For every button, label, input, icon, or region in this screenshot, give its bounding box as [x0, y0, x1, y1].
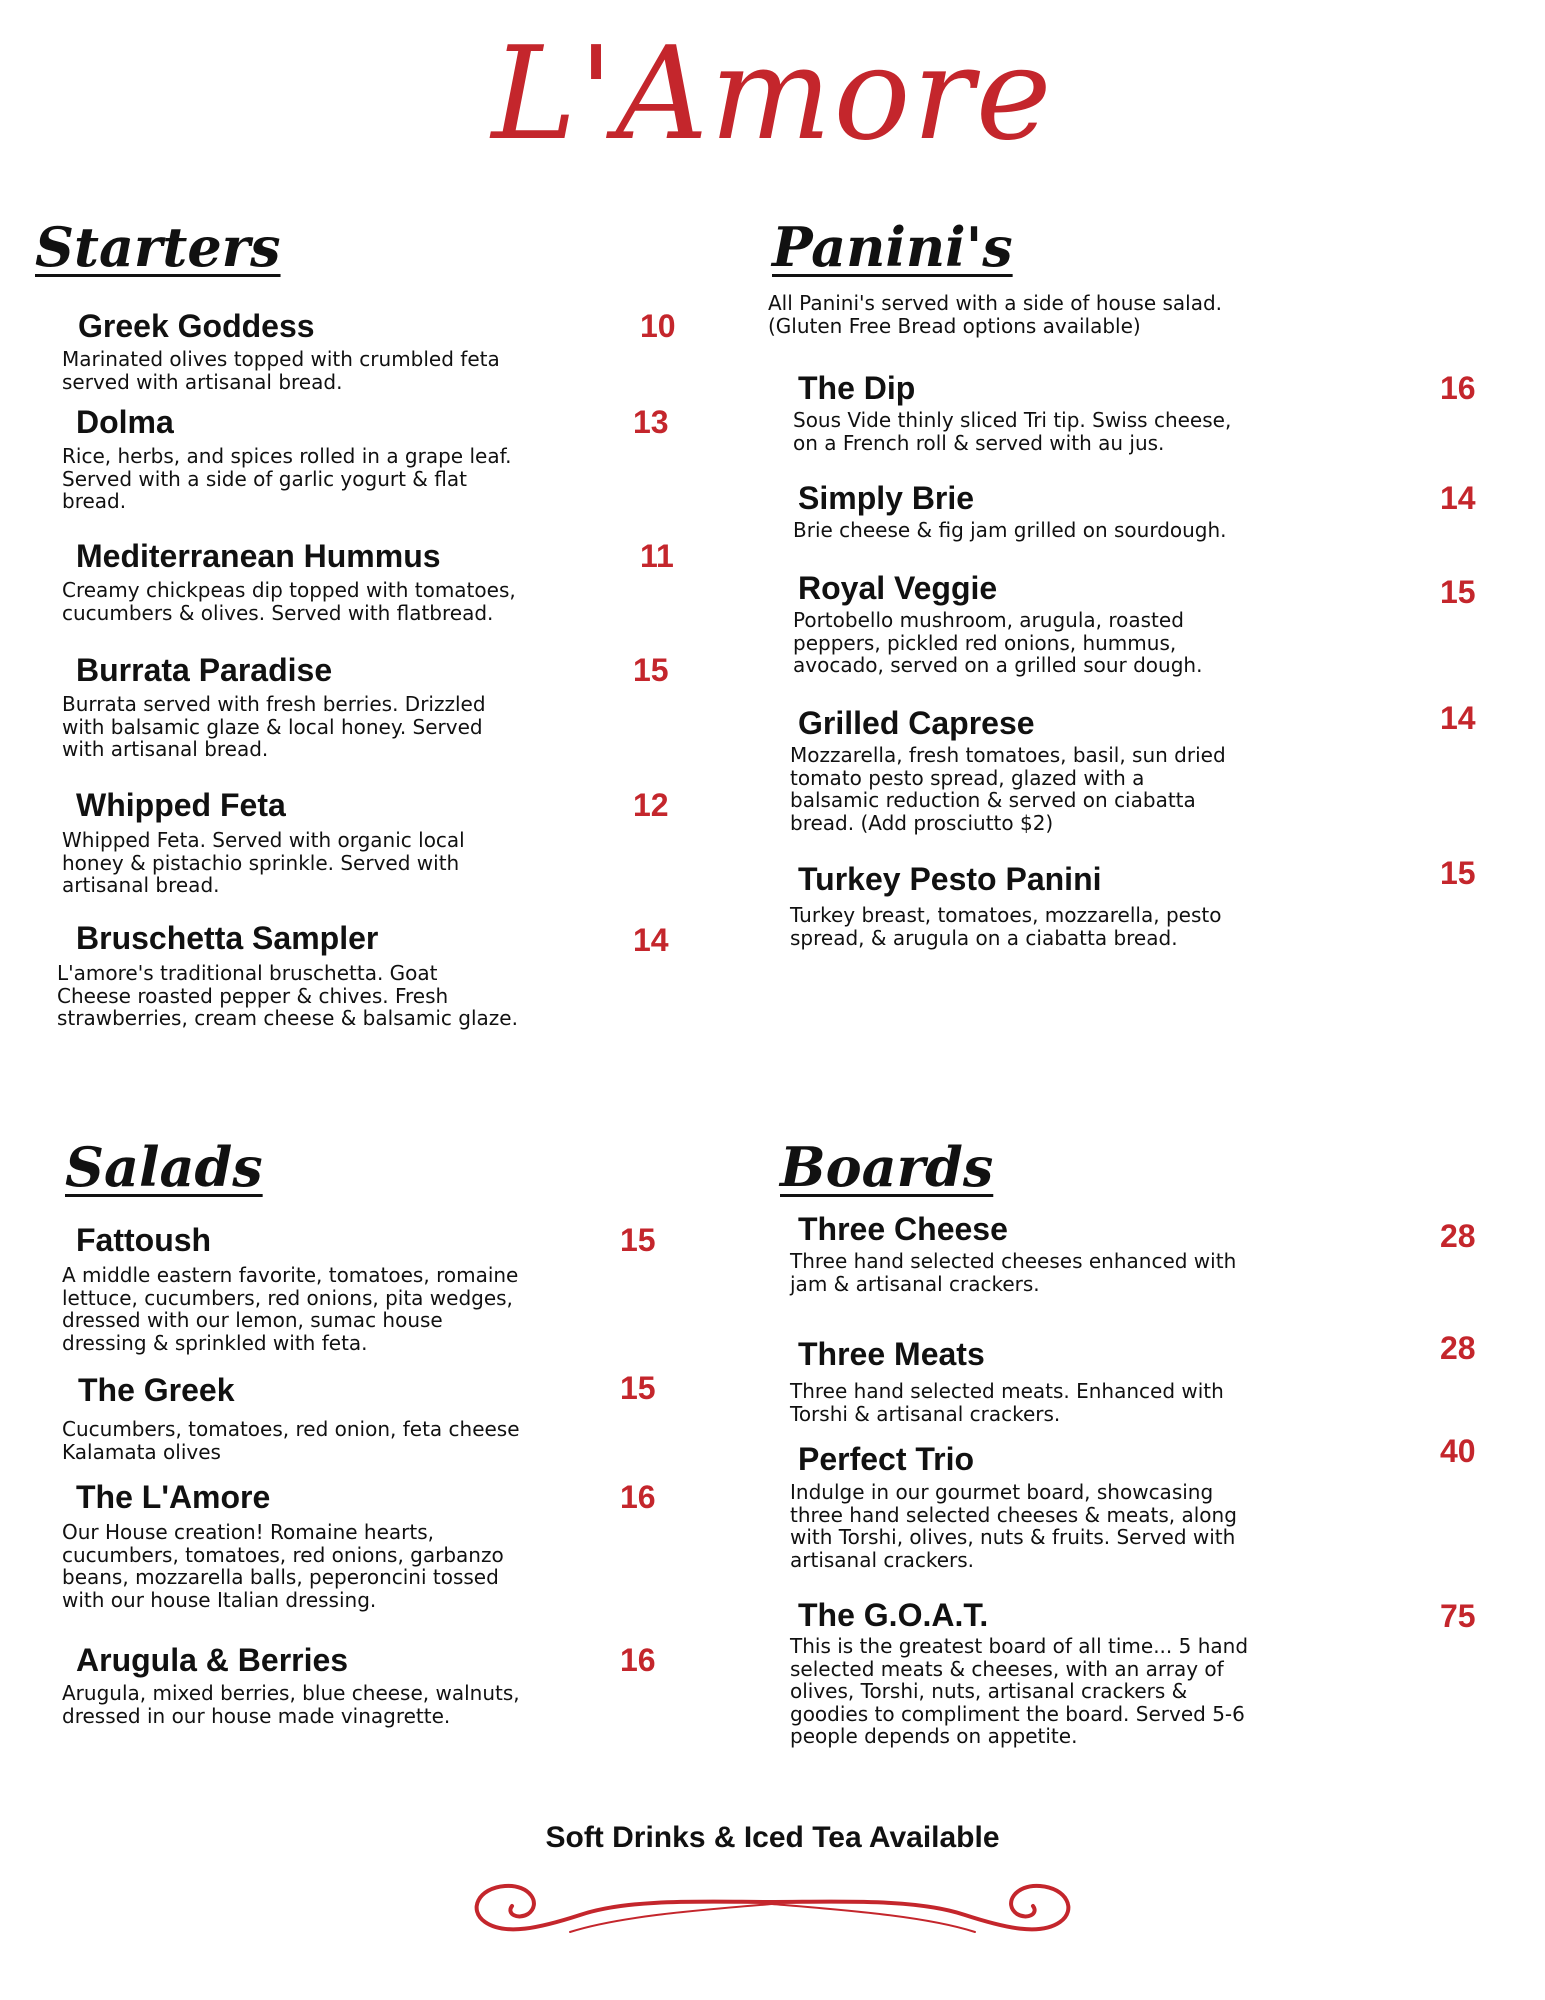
menu-item-name: Bruschetta Sampler [76, 920, 379, 956]
paninis-heading: Panini's [772, 215, 1013, 279]
paninis-note: All Panini's served with a side of house salad. (Gluten Free Bread options available) [768, 291, 1223, 338]
menu-item-description: This is the greatest board of all time... 5 hand selected meats & cheeses, with an array of olives, Torshi, nuts, artisanal crackers & goodies to compliment the board. Served 5-6 people depends on appetite. [790, 1634, 1249, 1748]
menu-item-price: 15 [1440, 855, 1476, 891]
menu-item-name: Grilled Caprese [798, 705, 1035, 741]
menu-item-description: Arugula, mixed berries, blue cheese, walnuts, dressed in our house made vinagrette. [62, 1681, 520, 1728]
menu-item-price: 16 [620, 1642, 656, 1678]
menu-item-description: Burrata served with fresh berries. Drizzled with balsamic glaze & local honey. Served with artisanal bread. [62, 692, 486, 761]
menu-item-price: 13 [633, 404, 669, 440]
menu-item-price: 16 [1440, 370, 1476, 406]
menu-item-name: Three Cheese [798, 1211, 1008, 1247]
menu-item-name: Turkey Pesto Panini [798, 861, 1102, 897]
menu-item-price: 11 [640, 538, 674, 574]
menu-item-description: Indulge in our gourmet board, showcasing three hand selected cheeses & meats, along with Torshi, olives, nuts & fruits. Served with artisanal crackers. [790, 1480, 1237, 1572]
menu-item-name: Greek Goddess [78, 308, 315, 344]
boards-heading: Boards [780, 1135, 994, 1199]
menu-item-description: A middle eastern favorite, tomatoes, romaine lettuce, cucumbers, red onions, pita wedges, dressed with our lemon, sumac house dressing & sprinkled with feta. [62, 1263, 519, 1355]
restaurant-title: L'Amore [491, 20, 1054, 169]
menu-item-name: Three Meats [798, 1336, 985, 1372]
menu-item-description: Three hand selected meats. Enhanced with Torshi & artisanal crackers. [790, 1379, 1224, 1426]
menu-item-name: The Greek [78, 1372, 235, 1408]
menu-item-name: Simply Brie [798, 480, 975, 516]
menu-item-price: 14 [633, 922, 669, 958]
menu-item-description: Cucumbers, tomatoes, red onion, feta cheese Kalamata olives [62, 1417, 520, 1464]
menu-item-name: Burrata Paradise [76, 652, 333, 688]
menu-item-price: 10 [640, 308, 676, 344]
drinks-note: Soft Drinks & Iced Tea Available [545, 1821, 1000, 1854]
menu-item-name: Royal Veggie [798, 570, 998, 606]
menu-item-name: The Dip [798, 370, 916, 406]
menu-item-price: 28 [1440, 1330, 1476, 1366]
menu-item-description: L'amore's traditional bruschetta. Goat Cheese roasted pepper & chives. Fresh strawberries, cream cheese & balsamic glaze. [57, 961, 518, 1030]
menu-item-name: The L'Amore [76, 1479, 271, 1515]
menu-item-price: 15 [620, 1370, 656, 1406]
menu-item-price: 15 [620, 1222, 656, 1258]
menu-item-name: The G.O.A.T. [798, 1597, 989, 1633]
menu-item-description: Whipped Feta. Served with organic local honey & pistachio sprinkle. Served with artisanal bread. [62, 828, 465, 897]
flourish-ornament [460, 1860, 1085, 1950]
menu-item-price: 12 [633, 787, 669, 823]
menu-item-name: Arugula & Berries [76, 1642, 349, 1678]
menu-item-description: Portobello mushroom, arugula, roasted peppers, pickled red onions, hummus, avocado, served on a grilled sour dough. [793, 608, 1203, 677]
menu-item-name: Dolma [76, 404, 174, 440]
menu-item-name: Perfect Trio [798, 1441, 975, 1477]
salads-heading: Salads [65, 1135, 263, 1199]
menu-item-price: 75 [1440, 1598, 1476, 1634]
menu-item-description: Turkey breast, tomatoes, mozzarella, pesto spread, & arugula on a ciabatta bread. [790, 903, 1222, 950]
menu-item-name: Mediterranean Hummus [76, 538, 441, 574]
menu-item-price: 40 [1440, 1433, 1476, 1469]
starters-heading: Starters [35, 215, 281, 279]
menu-item-description: Rice, herbs, and spices rolled in a grape leaf. Served with a side of garlic yogurt & flat bread. [62, 444, 512, 513]
menu-item-description: Our House creation! Romaine hearts, cucumbers, tomatoes, red onions, garbanzo beans, mozzarella balls, peperoncini tossed with our house Italian dressing. [62, 1520, 504, 1612]
menu-item-description: Brie cheese & fig jam grilled on sourdough. [793, 518, 1227, 542]
menu-item-price: 15 [1440, 574, 1476, 610]
menu-item-description: Three hand selected cheeses enhanced with jam & artisanal crackers. [790, 1249, 1237, 1296]
menu-item-price: 16 [620, 1479, 656, 1515]
menu-item-price: 14 [1440, 700, 1476, 736]
menu-item-price: 14 [1440, 480, 1476, 516]
menu-item-price: 28 [1440, 1218, 1476, 1254]
menu-item-name: Whipped Feta [76, 787, 286, 823]
menu-item-description: Marinated olives topped with crumbled feta served with artisanal bread. [62, 347, 500, 394]
menu-item-description: Sous Vide thinly sliced Tri tip. Swiss cheese, on a French roll & served with au jus. [793, 408, 1232, 455]
menu-item-price: 15 [633, 652, 669, 688]
menu-item-name: Fattoush [76, 1222, 212, 1258]
menu-item-description: Mozzarella, fresh tomatoes, basil, sun dried tomato pesto spread, glazed with a balsamic reduction & served on ciabatta bread. (Add prosciutto $2) [790, 743, 1226, 835]
menu-item-description: Creamy chickpeas dip topped with tomatoes, cucumbers & olives. Served with flatbread. [62, 578, 516, 625]
